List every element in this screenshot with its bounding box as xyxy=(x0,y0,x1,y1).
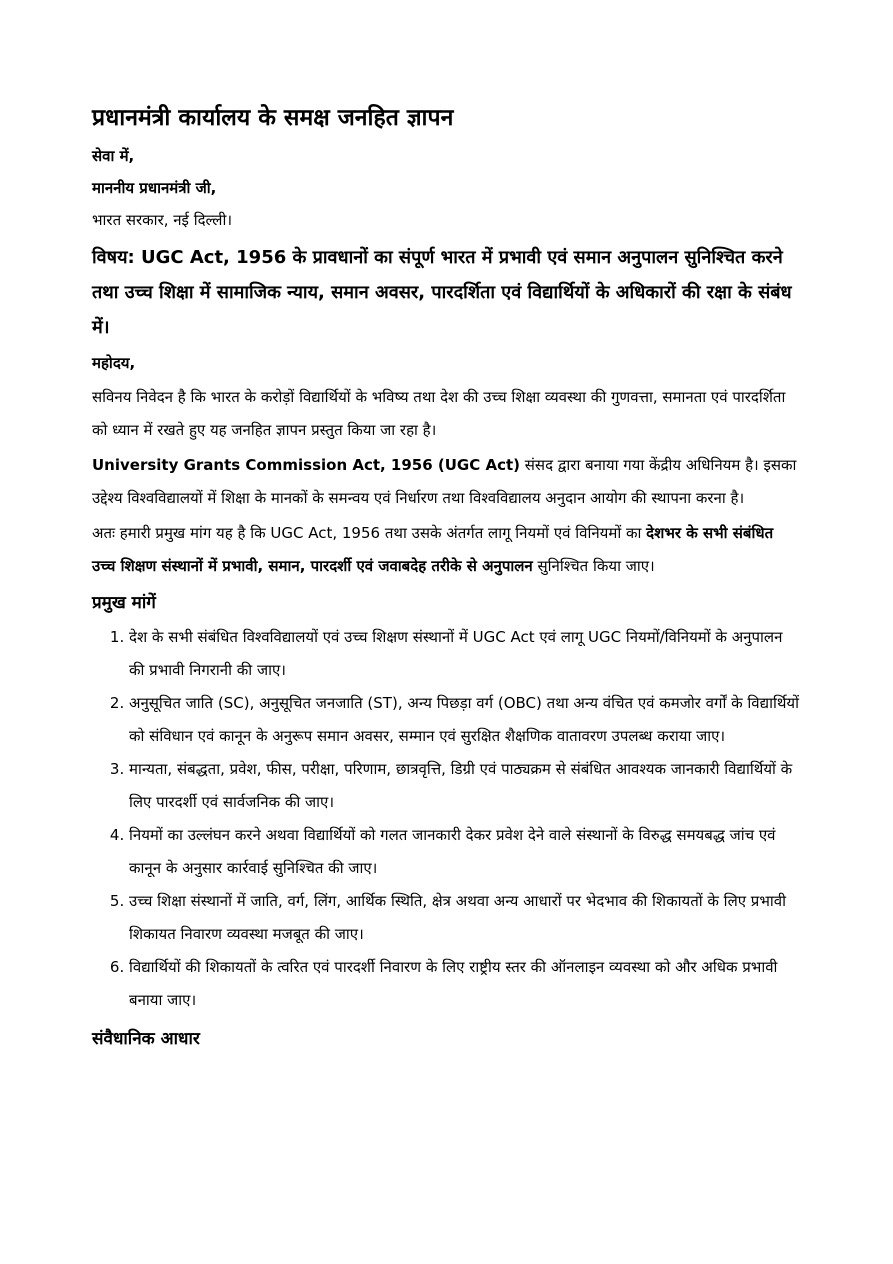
main-demand-paragraph xyxy=(92,517,801,583)
demand-item: 1. देश के सभी संबंधित विश्वविद्यालयों एवं उच्च शिक्षण संस्थानों में UGC Act एवं लागू UGC नियमों/विनियमों के अनुपालन की प्रभावी निगरानी की जाए। xyxy=(129,621,801,687)
ugc-act-paragraph xyxy=(92,449,801,515)
main-demand-start: अतः हमारी प्रमुख मांग यह है कि UGC Act, 1956 तथा उसके अंतर्गत लागू नियमों एवं विनियमों का xyxy=(92,524,647,542)
demands-heading: प्रमुख मांगें xyxy=(92,593,156,613)
subject-line: विषय: UGC Act, 1956 के प्रावधानों का संपूर्ण भारत में प्रभावी एवं समान अनुपालन सुनिश्चित करने तथा उच्च शिक्षा में सामाजिक न्याय, समान अवसर, पारदर्शिता एवं विद्यार्थियों के अधिकारों की रक्षा के संबंध में। xyxy=(92,247,792,338)
address-line-recipient: माननीय प्रधानमंत्री जी, xyxy=(92,179,217,197)
intro-paragraph: सविनय निवेदन है कि भारत के करोड़ों विद्यार्थियों के भविष्य तथा देश की उच्च शिक्षा व्यवस्था की गुणवत्ता, समानता एवं पारदर्शिता को ध्यान में रखते हुए यह जनहित ज्ञापन प्रस्तुत किया जा रहा है। xyxy=(92,388,786,439)
demand-item: 6. विद्यार्थियों की शिकायतों के त्वरित एवं पारदर्शी निवारण के लिए राष्ट्रीय स्तर की ऑनलाइन व्यवस्था को और अधिक प्रभावी बनाया जाए। xyxy=(129,951,801,1017)
demand-item: 4. नियमों का उल्लंघन करने अथवा विद्यार्थियों को गलत जानकारी देकर प्रवेश देने वाले संस्थानों के विरुद्ध समयबद्ध जांच एवं कानून के अनुसार कार्रवाई सुनिश्चित की जाए। xyxy=(129,819,801,885)
demand-item: 5. उच्च शिक्षा संस्थानों में जाति, वर्ग, लिंग, आर्थिक स्थिति, क्षेत्र अथवा अन्य आधारों पर भेदभाव की शिकायतों के लिए प्रभावी शिकायत निवारण व्यवस्था मजबूत की जाए। xyxy=(129,885,801,951)
demands-list xyxy=(92,621,801,1017)
salutation: महोदय, xyxy=(92,354,136,372)
document-title: प्रधानमंत्री कार्यालय के समक्ष जनहित ज्ञापन xyxy=(92,105,454,131)
demand-item: 2. अनुसूचित जाति (SC), अनुसूचित जनजाति (ST), अन्य पिछड़ा वर्ग (OBC) तथा अन्य वंचित एवं कमजोर वर्गों के विद्यार्थियों को संविधान एवं कानून के अनुरूप समान अवसर, सम्मान एवं सुरक्षित शैक्षणिक वातावरण उपलब्ध कराया जाए। xyxy=(129,687,801,753)
demand-item: 3. मान्यता, संबद्धता, प्रवेश, फीस, परीक्षा, परिणाम, छात्रवृत्ति, डिग्री एवं पाठ्यक्रम से संबंधित आवश्यक जानकारी विद्यार्थियों के लिए पारदर्शी एवं सार्वजनिक की जाए। xyxy=(129,753,801,819)
ugc-act-description: संसद द्वारा बनाया गया केंद्रीय अधिनियम है। इसका उद्देश्य विश्वविद्यालयों में शिक्षा के मानकों के समन्वय एवं निर्धारण तथा विश्वविद्यालय अनुदान आयोग की स्थापना करना है। xyxy=(92,456,797,507)
address-line-to: सेवा में, xyxy=(92,147,135,165)
ugc-act-name: University Grants Commission Act, 1956 (UGC Act) xyxy=(92,456,521,474)
constitutional-basis-heading: संवैधानिक आधार xyxy=(92,1029,200,1049)
address-line-location: भारत सरकार, नई दिल्ली। xyxy=(92,211,233,229)
main-demand-emphasis: देशभर के सभी संबंधित उच्च शिक्षण संस्थानों में प्रभावी, समान, पारदर्शी एवं जवाबदेह तरीके से अनुपालन xyxy=(92,524,774,575)
main-demand-end: सुनिश्चित किया जाए। xyxy=(532,557,655,575)
